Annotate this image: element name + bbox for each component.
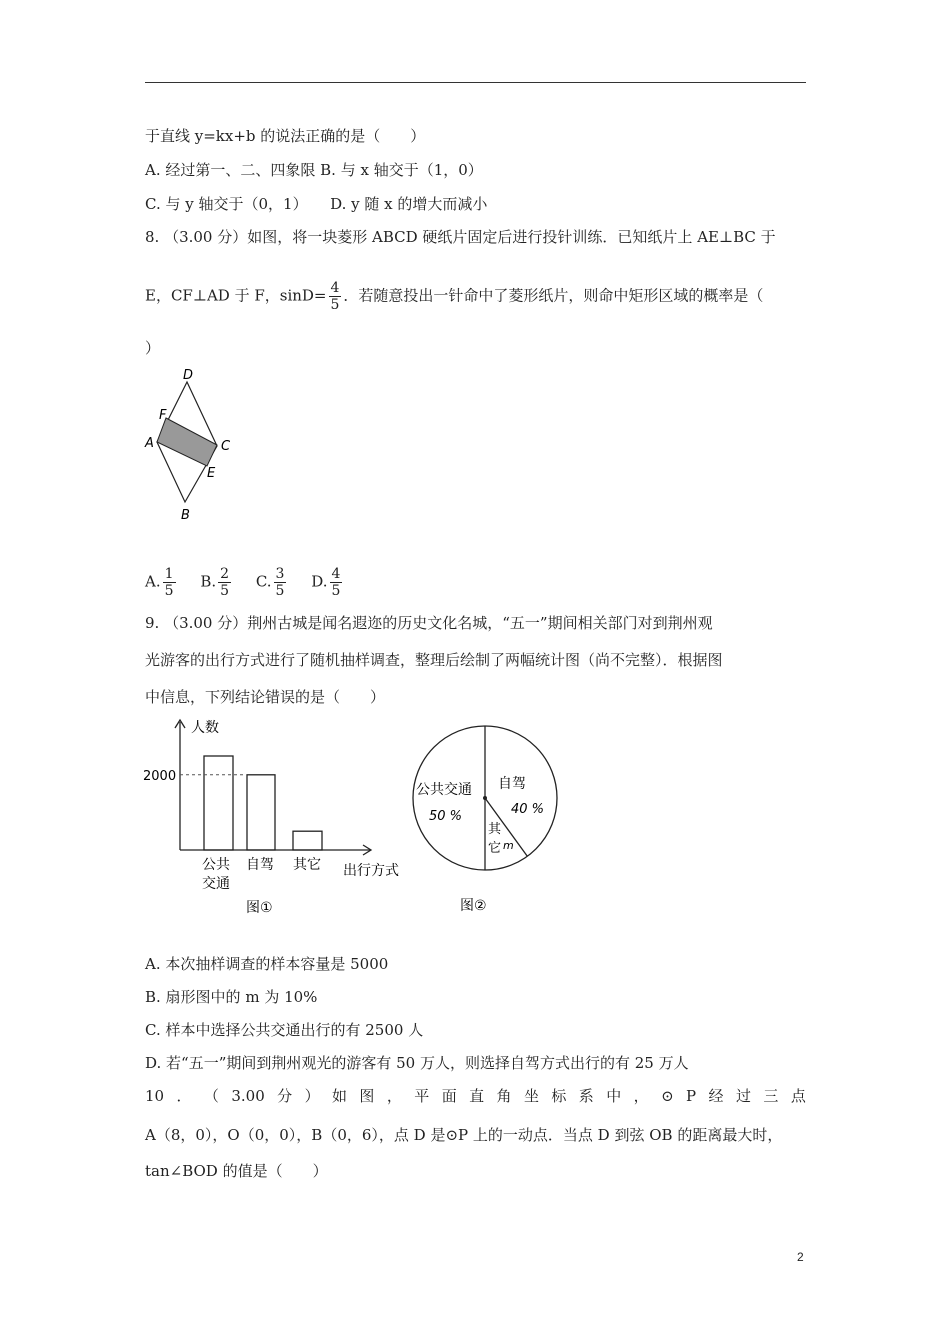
- x-tick-public-2: 交通: [202, 876, 230, 892]
- q10-word: 分: [277, 1087, 293, 1105]
- q10-line3: tan∠BOD 的值是（ ）: [145, 1162, 328, 1180]
- option-fraction: [218, 566, 231, 599]
- pie-label-other-1: 其: [488, 822, 502, 837]
- q10-word: （: [203, 1087, 219, 1105]
- option-label: A.: [145, 572, 161, 591]
- q8-line2b: ．若随意投出一针命中了菱形纸片，则命中矩形区域的概率是（: [343, 286, 764, 305]
- q8-line3: ）: [145, 339, 161, 357]
- q10-word: P: [686, 1087, 697, 1105]
- sin-den: 5: [330, 297, 340, 313]
- q9-line1: 9. （3.00 分）荆州古城是闻名遐迩的历史文化名城，“五一”期间相关部门对到荆州观: [145, 614, 713, 632]
- option-fraction: [330, 566, 343, 599]
- frac-num: 3: [275, 566, 285, 582]
- q10-word: ．: [176, 1087, 192, 1105]
- x-axis-label: 出行方式: [343, 863, 399, 879]
- q10-word: 3.00: [231, 1087, 265, 1105]
- pie-chart: [410, 712, 570, 922]
- q8-option-c: [256, 566, 289, 599]
- rhombus-figure: [140, 362, 250, 524]
- label-f: F: [159, 408, 167, 423]
- bar-1: [247, 775, 275, 850]
- q10-word: 点: [790, 1087, 806, 1105]
- q10-word: ，: [633, 1087, 649, 1105]
- q8-line2a: E，CF⊥AD 于 F，sinD=: [145, 286, 327, 305]
- frac-den: 5: [220, 583, 230, 599]
- q10-word: 图: [359, 1087, 375, 1105]
- frac-num: 2: [220, 566, 230, 582]
- q10-word: 角: [496, 1087, 512, 1105]
- frac-num: 4: [331, 566, 341, 582]
- q9-line2: 光游客的出行方式进行了随机抽样调查，整理后绘制了两幅统计图（尚不完整）．根据图: [145, 651, 723, 669]
- q10-word: 中: [606, 1087, 622, 1105]
- q10-word: 过: [735, 1087, 751, 1105]
- pie-label-other-2: 它: [488, 841, 502, 856]
- frac-den: 5: [331, 583, 341, 599]
- label-c: C: [221, 439, 231, 454]
- label-b: B: [181, 508, 190, 523]
- y-axis-label: 人数: [191, 720, 219, 736]
- q10-word: 如: [332, 1087, 348, 1105]
- pie-center-dot: [483, 796, 487, 800]
- sin-num: 4: [330, 280, 340, 296]
- label-e: E: [207, 466, 216, 481]
- option-label: C.: [255, 572, 272, 591]
- x-tick-other: 其它: [293, 857, 321, 873]
- q8-options: [145, 566, 362, 599]
- q10-word: 面: [441, 1087, 457, 1105]
- bar-2: [293, 831, 322, 850]
- q8-line2: [145, 280, 763, 313]
- q10-line2: A（8，0），O（0，0），B（0，6），点 D 是⊙P 上的一动点．当点 D 到弦 OB 的距离最大时，: [145, 1126, 783, 1144]
- q9-option-b: B. 扇形图中的 m 为 10%: [145, 988, 318, 1006]
- pie-label-other-m: m: [503, 839, 514, 852]
- pie-pct-public: 50 %: [429, 809, 463, 824]
- label-a: A: [145, 436, 154, 451]
- rectangle-afce: [157, 418, 217, 466]
- q7-stem: 于直线 y=kx+b 的说法正确的是（ ）: [145, 127, 426, 145]
- q9-option-a: A. 本次抽样调查的样本容量是 5000: [145, 955, 389, 973]
- q9-option-d: D. 若“五一”期间到荆州观光的游客有 50 万人，则选择自驾方式出行的有 25 万人: [145, 1054, 689, 1072]
- q9-option-c: C. 样本中选择公共交通出行的有 2500 人: [145, 1021, 424, 1039]
- q8-option-b: [200, 566, 233, 599]
- pie-label-public: 公共交通: [416, 782, 472, 798]
- q10-word: ⊙: [661, 1087, 674, 1105]
- q10-word: 坐: [523, 1087, 539, 1105]
- q10-word: 10: [145, 1087, 165, 1105]
- option-fraction: [163, 566, 176, 599]
- q10-word: 标: [551, 1087, 567, 1105]
- pie-label-selfdrive: 自驾: [498, 776, 526, 792]
- page-number: 2: [797, 1250, 804, 1264]
- frac-num: 1: [164, 566, 174, 582]
- option-fraction: [274, 566, 287, 599]
- y-tick-2000: 2000: [143, 768, 177, 784]
- q9-line3: 中信息，下列结论错误的是（ ）: [145, 688, 386, 706]
- q7-options-cd: C. 与 y 轴交于（0，1） D. y 随 x 的增大而减小: [145, 195, 488, 213]
- q8-option-a: [145, 566, 178, 599]
- q10-word: ，: [386, 1087, 402, 1105]
- q10-word: 经: [708, 1087, 724, 1105]
- pie-chart-caption: 图②: [460, 898, 487, 914]
- x-tick-selfdrive: 自驾: [246, 857, 274, 873]
- option-label: D.: [311, 572, 328, 591]
- q8-option-d: [311, 566, 344, 599]
- bar-0: [204, 756, 233, 850]
- bars-group: [204, 756, 322, 850]
- q10-line1: [145, 1086, 806, 1106]
- option-label: B.: [200, 572, 217, 591]
- frac-den: 5: [164, 583, 174, 599]
- q10-word: 直: [469, 1087, 485, 1105]
- bar-chart-caption: 图①: [246, 900, 273, 916]
- q10-word: 系: [578, 1087, 594, 1105]
- q10-word: 平: [414, 1087, 430, 1105]
- q8-line1: 8. （3.00 分）如图，将一块菱形 ABCD 硬纸片固定后进行投针训练．已知纸片上 AE⊥BC 于: [145, 228, 776, 246]
- sin-fraction: [329, 280, 342, 313]
- frac-den: 5: [275, 583, 285, 599]
- bar-chart: [140, 712, 420, 922]
- header-rule: [145, 82, 806, 83]
- q10-word: ）: [304, 1087, 320, 1105]
- label-d: D: [183, 368, 194, 383]
- q7-options-ab: A. 经过第一、二、四象限 B. 与 x 轴交于（1，0）: [145, 161, 483, 179]
- x-tick-public-1: 公共: [202, 857, 230, 873]
- q10-word: 三: [763, 1087, 779, 1105]
- pie-pct-selfdrive: 40 %: [511, 802, 545, 817]
